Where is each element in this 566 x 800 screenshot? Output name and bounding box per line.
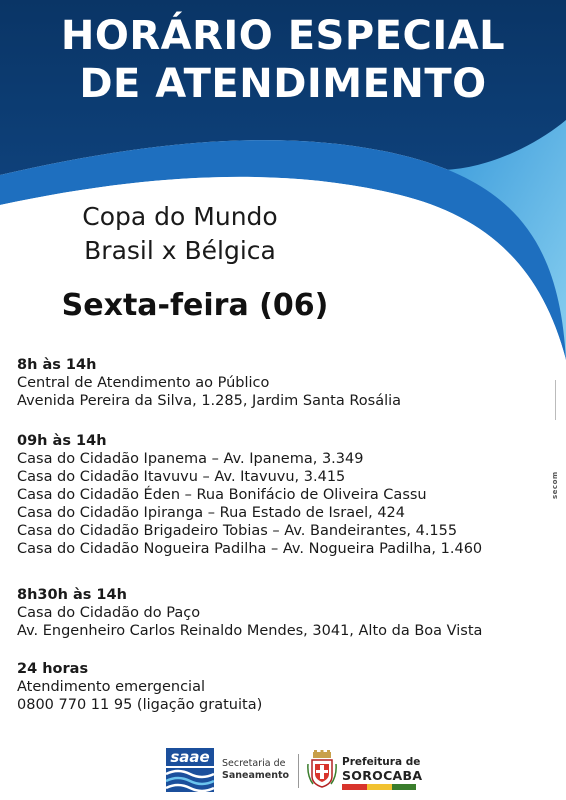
schedule-time: 8h30h às 14h bbox=[17, 587, 127, 603]
schedule-line: Atendimento emergencial bbox=[17, 679, 205, 695]
prefeitura-line-1: Prefeitura de bbox=[342, 756, 421, 768]
schedule-time: 8h às 14h bbox=[17, 357, 97, 373]
schedule-line: Central de Atendimento ao Público bbox=[17, 375, 270, 391]
saae-logo bbox=[166, 748, 214, 792]
secom-label: secom bbox=[551, 471, 559, 499]
schedule-time: 24 horas bbox=[17, 661, 89, 677]
secretaria-line-2: Saneamento bbox=[222, 770, 290, 781]
saae-wordmark: saae bbox=[166, 748, 214, 766]
secom-credit bbox=[550, 380, 562, 499]
schedule-line: Avenida Pereira da Silva, 1.285, Jardim Santa Rosália bbox=[17, 393, 402, 409]
schedule-block bbox=[17, 660, 262, 714]
schedule-line: 0800 770 11 95 (ligação gratuita) bbox=[17, 697, 263, 713]
schedule-line: Casa do Cidadão Ipiranga – Rua Estado de Israel, 424 bbox=[17, 505, 405, 521]
schedule-block bbox=[17, 586, 482, 640]
title-line-1: HORÁRIO ESPECIAL bbox=[60, 13, 506, 59]
schedule-time: 09h às 14h bbox=[17, 433, 107, 449]
schedule-line: Casa do Cidadão do Paço bbox=[17, 605, 201, 621]
footer-logos bbox=[0, 742, 566, 800]
schedule-block bbox=[17, 356, 401, 410]
title-line-2: DE ATENDIMENTO bbox=[79, 61, 487, 107]
event-day: Sexta-feira (06) bbox=[61, 288, 329, 323]
schedule-line: Casa do Cidadão Brigadeiro Tobias – Av. Bandeirantes, 4.155 bbox=[17, 523, 458, 539]
event-title bbox=[30, 200, 330, 268]
footer-divider bbox=[298, 754, 299, 788]
event-line-1: Copa do Mundo bbox=[82, 202, 278, 231]
event-line-2: Brasil x Bélgica bbox=[84, 236, 276, 265]
secretaria-label bbox=[222, 758, 294, 782]
prefeitura-color-bars bbox=[342, 784, 416, 790]
schedule-line: Casa do Cidadão Itavuvu – Av. Itavuvu, 3.415 bbox=[17, 469, 346, 485]
green-bar bbox=[392, 784, 416, 790]
red-bar bbox=[342, 784, 367, 790]
saae-waves-icon bbox=[166, 768, 214, 792]
prefeitura-label bbox=[342, 756, 432, 782]
schedule-line: Av. Engenheiro Carlos Reinaldo Mendes, 3041, Alto da Boa Vista bbox=[17, 623, 483, 639]
prefeitura-line-2: SOROCABA bbox=[342, 768, 423, 783]
schedule-line: Casa do Cidadão Ipanema – Av. Ipanema, 3.349 bbox=[17, 451, 364, 467]
schedule-line: Casa do Cidadão Nogueira Padilha – Av. Nogueira Padilha, 1.460 bbox=[17, 541, 483, 557]
sorocaba-coat-of-arms-icon bbox=[307, 750, 337, 790]
page-title bbox=[0, 12, 566, 108]
schedule-block bbox=[17, 432, 482, 558]
secretaria-line-1: Secretaria de bbox=[222, 758, 286, 769]
yellow-bar bbox=[367, 784, 392, 790]
schedule-line: Casa do Cidadão Éden – Rua Bonifácio de Oliveira Cassu bbox=[17, 487, 427, 503]
